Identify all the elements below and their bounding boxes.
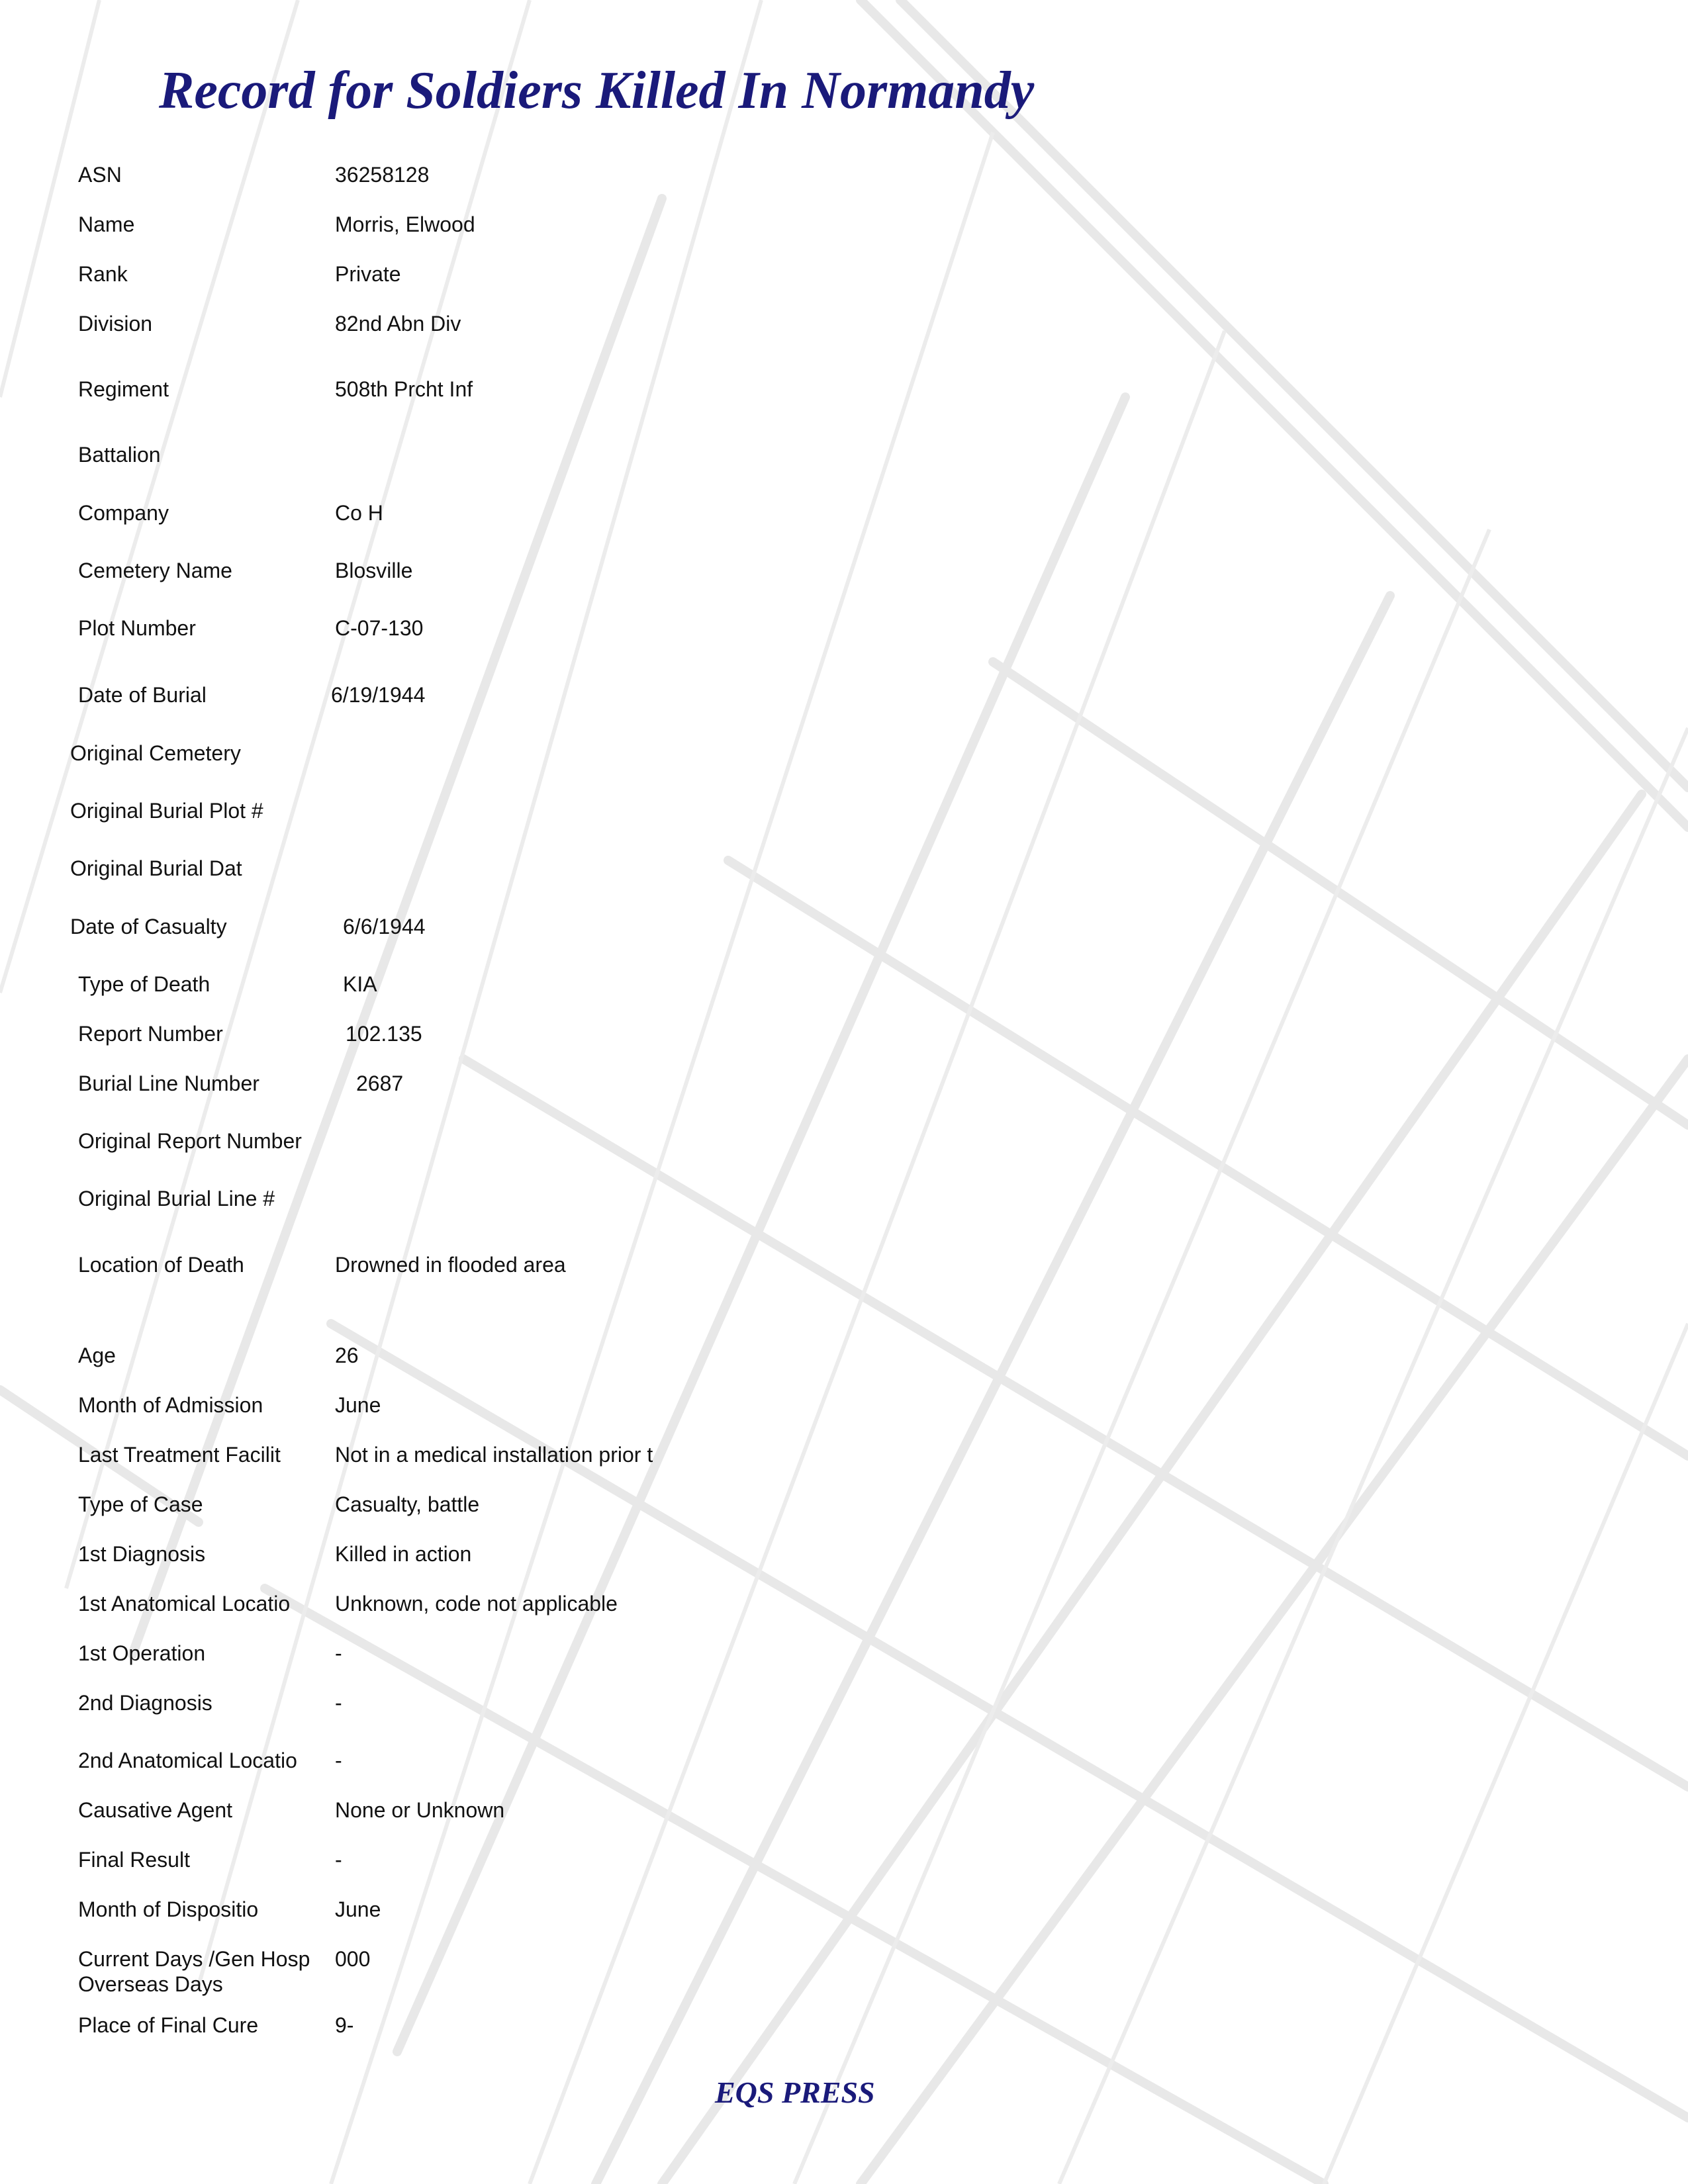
field-label: 2nd Anatomical Locatio (78, 1749, 297, 1772)
field-value: 6/6/1944 (343, 915, 426, 938)
field-label: Division (78, 312, 153, 336)
field-value: June (335, 1897, 381, 1921)
field-value: 82nd Abn Div (335, 312, 461, 336)
field-label: Original Burial Dat (70, 856, 242, 880)
field-label: Burial Line Number (78, 1071, 259, 1095)
field-value: 508th Prcht Inf (335, 377, 473, 401)
field-value: - (335, 1848, 342, 1872)
field-label: Month of Admission (78, 1393, 263, 1417)
field-label: ASN (78, 163, 122, 187)
field-value: June (335, 1393, 381, 1417)
field-label: Last Treatment Facilit (78, 1443, 281, 1467)
field-value: 9- (335, 2013, 354, 2037)
field-label: Age (78, 1343, 116, 1367)
field-label: Type of Death (78, 972, 211, 996)
field-value: C-07-130 (335, 616, 424, 640)
field-label: Original Cemetery (70, 741, 241, 765)
field-label: Company (78, 501, 169, 525)
field-value: KIA (343, 972, 377, 996)
page-title: Record for Soldiers Killed In Normandy (159, 62, 1035, 120)
field-label: Current Days /Gen Hosp (78, 1947, 310, 1971)
field-label: Original Report Number (78, 1129, 302, 1153)
field-label: Name (78, 212, 135, 236)
field-label: 1st Diagnosis (78, 1542, 206, 1566)
field-value: 000 (335, 1947, 371, 1971)
field-label: Month of Dispositio (78, 1897, 259, 1921)
publisher-footer: EQS PRESS (715, 2075, 875, 2109)
field-value: - (335, 1641, 342, 1665)
field-value: 36258128 (335, 163, 430, 187)
field-label: Battalion (78, 443, 161, 467)
field-label: Location of Death (78, 1253, 244, 1277)
field-value: Killed in action (335, 1542, 472, 1566)
field-value: - (335, 1691, 342, 1715)
field-label: Place of Final Cure (78, 2013, 259, 2037)
field-value: 6/19/1944 (331, 683, 426, 707)
field-value: 2687 (356, 1071, 404, 1095)
field-label: Causative Agent (78, 1798, 233, 1822)
field-label: Date of Casualty (70, 915, 227, 938)
field-value: 102.135 (346, 1022, 422, 1046)
field-value: None or Unknown (335, 1798, 505, 1822)
field-label: Regiment (78, 377, 169, 401)
field-label: 2nd Diagnosis (78, 1691, 212, 1715)
field-label: Type of Case (78, 1492, 203, 1516)
field-label: Plot Number (78, 616, 196, 640)
field-value: 26 (335, 1343, 359, 1367)
field-label: 1st Anatomical Locatio (78, 1592, 291, 1615)
field-label: Original Burial Line # (78, 1187, 275, 1210)
field-label: Overseas Days (78, 1972, 223, 1996)
field-value: Casualty, battle (335, 1492, 480, 1516)
field-value: Private (335, 262, 401, 286)
field-label: 1st Operation (78, 1641, 206, 1665)
field-value: Not in a medical installation prior t (335, 1443, 653, 1467)
field-label: Date of Burial (78, 683, 207, 707)
field-label: Cemetery Name (78, 559, 232, 582)
field-label: Original Burial Plot # (70, 799, 263, 823)
field-label: Final Result (78, 1848, 190, 1872)
field-value: Co H (335, 501, 383, 525)
field-value: - (335, 1749, 342, 1772)
field-value: Blosville (335, 559, 413, 582)
field-label: Report Number (78, 1022, 223, 1046)
field-label: Rank (78, 262, 128, 286)
field-value: Morris, Elwood (335, 212, 475, 236)
field-value: Drowned in flooded area (335, 1253, 566, 1277)
field-value: Unknown, code not applicable (335, 1592, 618, 1615)
